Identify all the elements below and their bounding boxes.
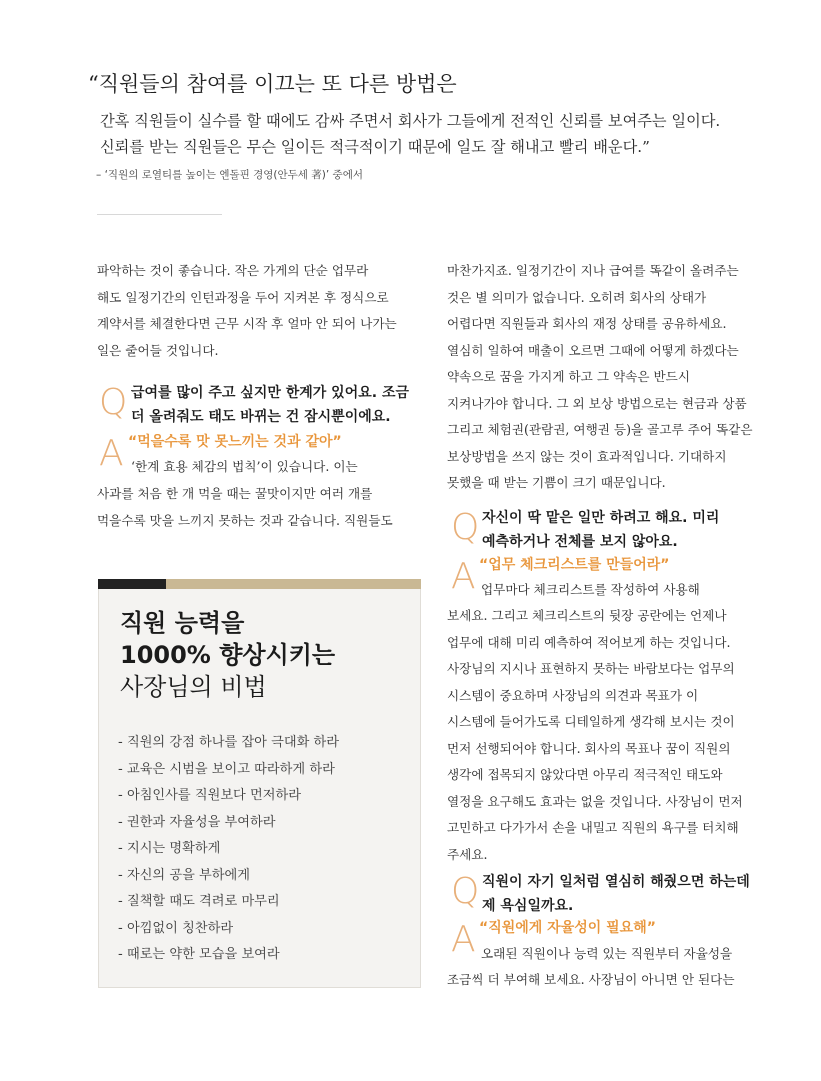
tips-list-item: - 권한과 자율성을 부여하라 [118, 814, 276, 830]
quote-body-line: 신뢰를 받는 직원들은 무슨 일이든 적극적이기 때문에 일도 잘 해내고 빨리 배운다.” [100, 138, 650, 156]
tips-box-bar-dark [98, 579, 166, 589]
tips-list [118, 730, 339, 969]
text-line: ‘한계 효용 체감의 법칙’이 있습니다. 이는 [131, 459, 358, 474]
text-line: 열심히 일하여 매출이 오르면 그때에 어떻게 하겠다는 [447, 342, 739, 358]
text-line: 그리고 체험권(관람권, 여행권 등)을 골고루 주어 똑같은 [447, 422, 753, 437]
answer-title: “업무 체크리스트를 만들어라” [479, 557, 670, 573]
text-line: 약속으로 꿈을 가지게 하고 그 약속은 반드시 [447, 369, 690, 384]
tips-list-item: - 질책할 때도 격려로 마무리 [118, 894, 280, 909]
tips-list-item: - 아낌없이 칭찬하라 [118, 920, 234, 936]
header-divider [97, 214, 222, 215]
question-text [482, 506, 719, 554]
answer-first-line [481, 577, 700, 604]
quote-heading: “직원들의 참여를 이끄는 또 다른 방법은 [88, 72, 457, 96]
answer-title: “직원에게 자율성이 필요해” [479, 920, 656, 936]
question-mark-q: Q [451, 871, 480, 912]
text-line: 조금씩 더 부여해 보세요. 사장님이 아니면 안 된다는 [447, 972, 735, 987]
text-line: 파악하는 것이 좋습니다. 작은 가게의 단순 업무라 [97, 263, 369, 278]
tips-title-line: 직원 능력을 [120, 609, 245, 637]
text-line: 것은 별 의미가 없습니다. 오히려 회사의 상태가 [447, 289, 707, 305]
answer-mark-a: A [451, 919, 476, 960]
text-line: 지켜나가야 합니다. 그 외 보상 방법으로는 현금과 상품 [447, 395, 747, 411]
text-line: 먹을수록 맛을 느끼지 못하는 것과 같습니다. 직원들도 [97, 512, 393, 528]
tips-list-item: - 때로는 약한 모습을 보여라 [118, 947, 280, 962]
question-text [131, 381, 409, 429]
tips-title-line: 1000% 향상시키는 [120, 641, 336, 669]
tips-title-line: 사장님의 비법 [120, 673, 267, 701]
answer-first-line [131, 454, 358, 481]
question-text [482, 870, 750, 918]
question-line: 제 욕심일까요. [482, 898, 574, 914]
quote-body [100, 108, 780, 160]
quote-body-line: 간혹 직원들이 실수를 할 때에도 감싸 주면서 회사가 그들에게 전적인 신뢰를 보여주는 일이다. [100, 112, 721, 130]
text-line: 주세요. [447, 846, 488, 862]
tips-list-item: - 지시는 명확하게 [118, 841, 221, 856]
text-line: 업무에 대해 미리 예측하여 적어보게 하는 것입니다. [447, 634, 731, 650]
text-line: 먼저 선행되어야 합니다. 회사의 목표나 꿈이 직원의 [447, 740, 731, 756]
left-intro-paragraph [97, 258, 397, 364]
question-line: 직원이 자기 일처럼 열심히 해줬으면 하는데 [482, 874, 750, 890]
text-line: 사과를 처음 한 개 먹을 때는 꿀맛이지만 여러 개를 [97, 486, 373, 501]
answer-mark-a: A [99, 433, 124, 474]
text-line: 생각에 접목되지 않았다면 아무리 적극적인 태도와 [447, 767, 723, 782]
text-line: 보상방법을 쓰지 않는 것이 효과적입니다. 기대하지 [447, 448, 727, 464]
answer-paragraph [447, 967, 735, 994]
right-intro-paragraph [447, 258, 753, 497]
question-line: 급여를 많이 주고 싶지만 한계가 있어요. 조금 [131, 385, 409, 401]
answer-first-line [481, 941, 732, 968]
text-line: 시스템이 중요하며 사장님의 의견과 목표가 이 [447, 687, 699, 703]
text-line: 시스템에 들어가도록 디테일하게 생각해 보시는 것이 [447, 714, 735, 729]
tips-box-title [120, 607, 335, 703]
text-line: 고민하고 다가가서 손을 내밀고 직원의 욕구를 터치해 [447, 820, 739, 835]
tips-list-item: - 아침인사를 직원보다 먼저하라 [118, 788, 301, 803]
tips-list-item: - 직원의 강점 하나를 잡아 극대화 하라 [118, 735, 339, 750]
quote-source: – ‘직원의 로열티를 높이는 엔돌핀 경영(안두세 著)’ 중에서 [96, 169, 363, 181]
question-line: 자신이 딱 맡은 일만 하려고 해요. 미리 [482, 510, 720, 526]
question-line: 더 올려줘도 태도 바뀌는 건 잠시뿐이에요. [131, 409, 391, 425]
tips-list-item: - 자신의 공을 부하에게 [118, 867, 250, 883]
text-line: 업무마다 체크리스트를 작성하여 사용해 [481, 582, 700, 597]
text-line: 마찬가지죠. 일정기간이 지나 급여를 똑같이 올려주는 [447, 263, 739, 278]
text-line: 열정을 요구해도 효과는 없을 것입니다. 사장님이 먼저 [447, 793, 743, 809]
question-mark-q: Q [451, 507, 480, 548]
question-line: 예측하거나 전체를 보지 않아요. [482, 534, 678, 550]
text-line: 일은 줄어들 것입니다. [97, 342, 219, 358]
tips-list-item: - 교육은 시범을 보이고 따라하게 하라 [118, 761, 335, 777]
answer-paragraph [447, 603, 743, 868]
text-line: 해도 일정기간의 인턴과정을 두어 지켜본 후 정식으로 [97, 289, 389, 305]
text-line: 못했을 때 받는 기쁨이 크기 때문입니다. [447, 475, 666, 490]
text-line: 오래된 직원이나 능력 있는 직원부터 자율성을 [481, 946, 733, 961]
tips-box-bar-tan [166, 579, 421, 589]
text-line: 보세요. 그리고 체크리스트의 뒷장 공란에는 언제나 [447, 608, 727, 623]
answer-mark-a: A [451, 556, 476, 597]
text-line: 계약서를 체결한다면 근무 시작 후 얼마 안 되어 나가는 [97, 316, 397, 331]
question-mark-q: Q [99, 382, 128, 423]
answer-title: “먹을수록 맛 못느끼는 것과 같아” [128, 434, 342, 450]
text-line: 어렵다면 직원들과 회사의 재정 상태를 공유하세요. [447, 316, 727, 331]
answer-paragraph [97, 481, 393, 534]
text-line: 사장님의 지시나 표현하지 못하는 바람보다는 업무의 [447, 661, 735, 676]
